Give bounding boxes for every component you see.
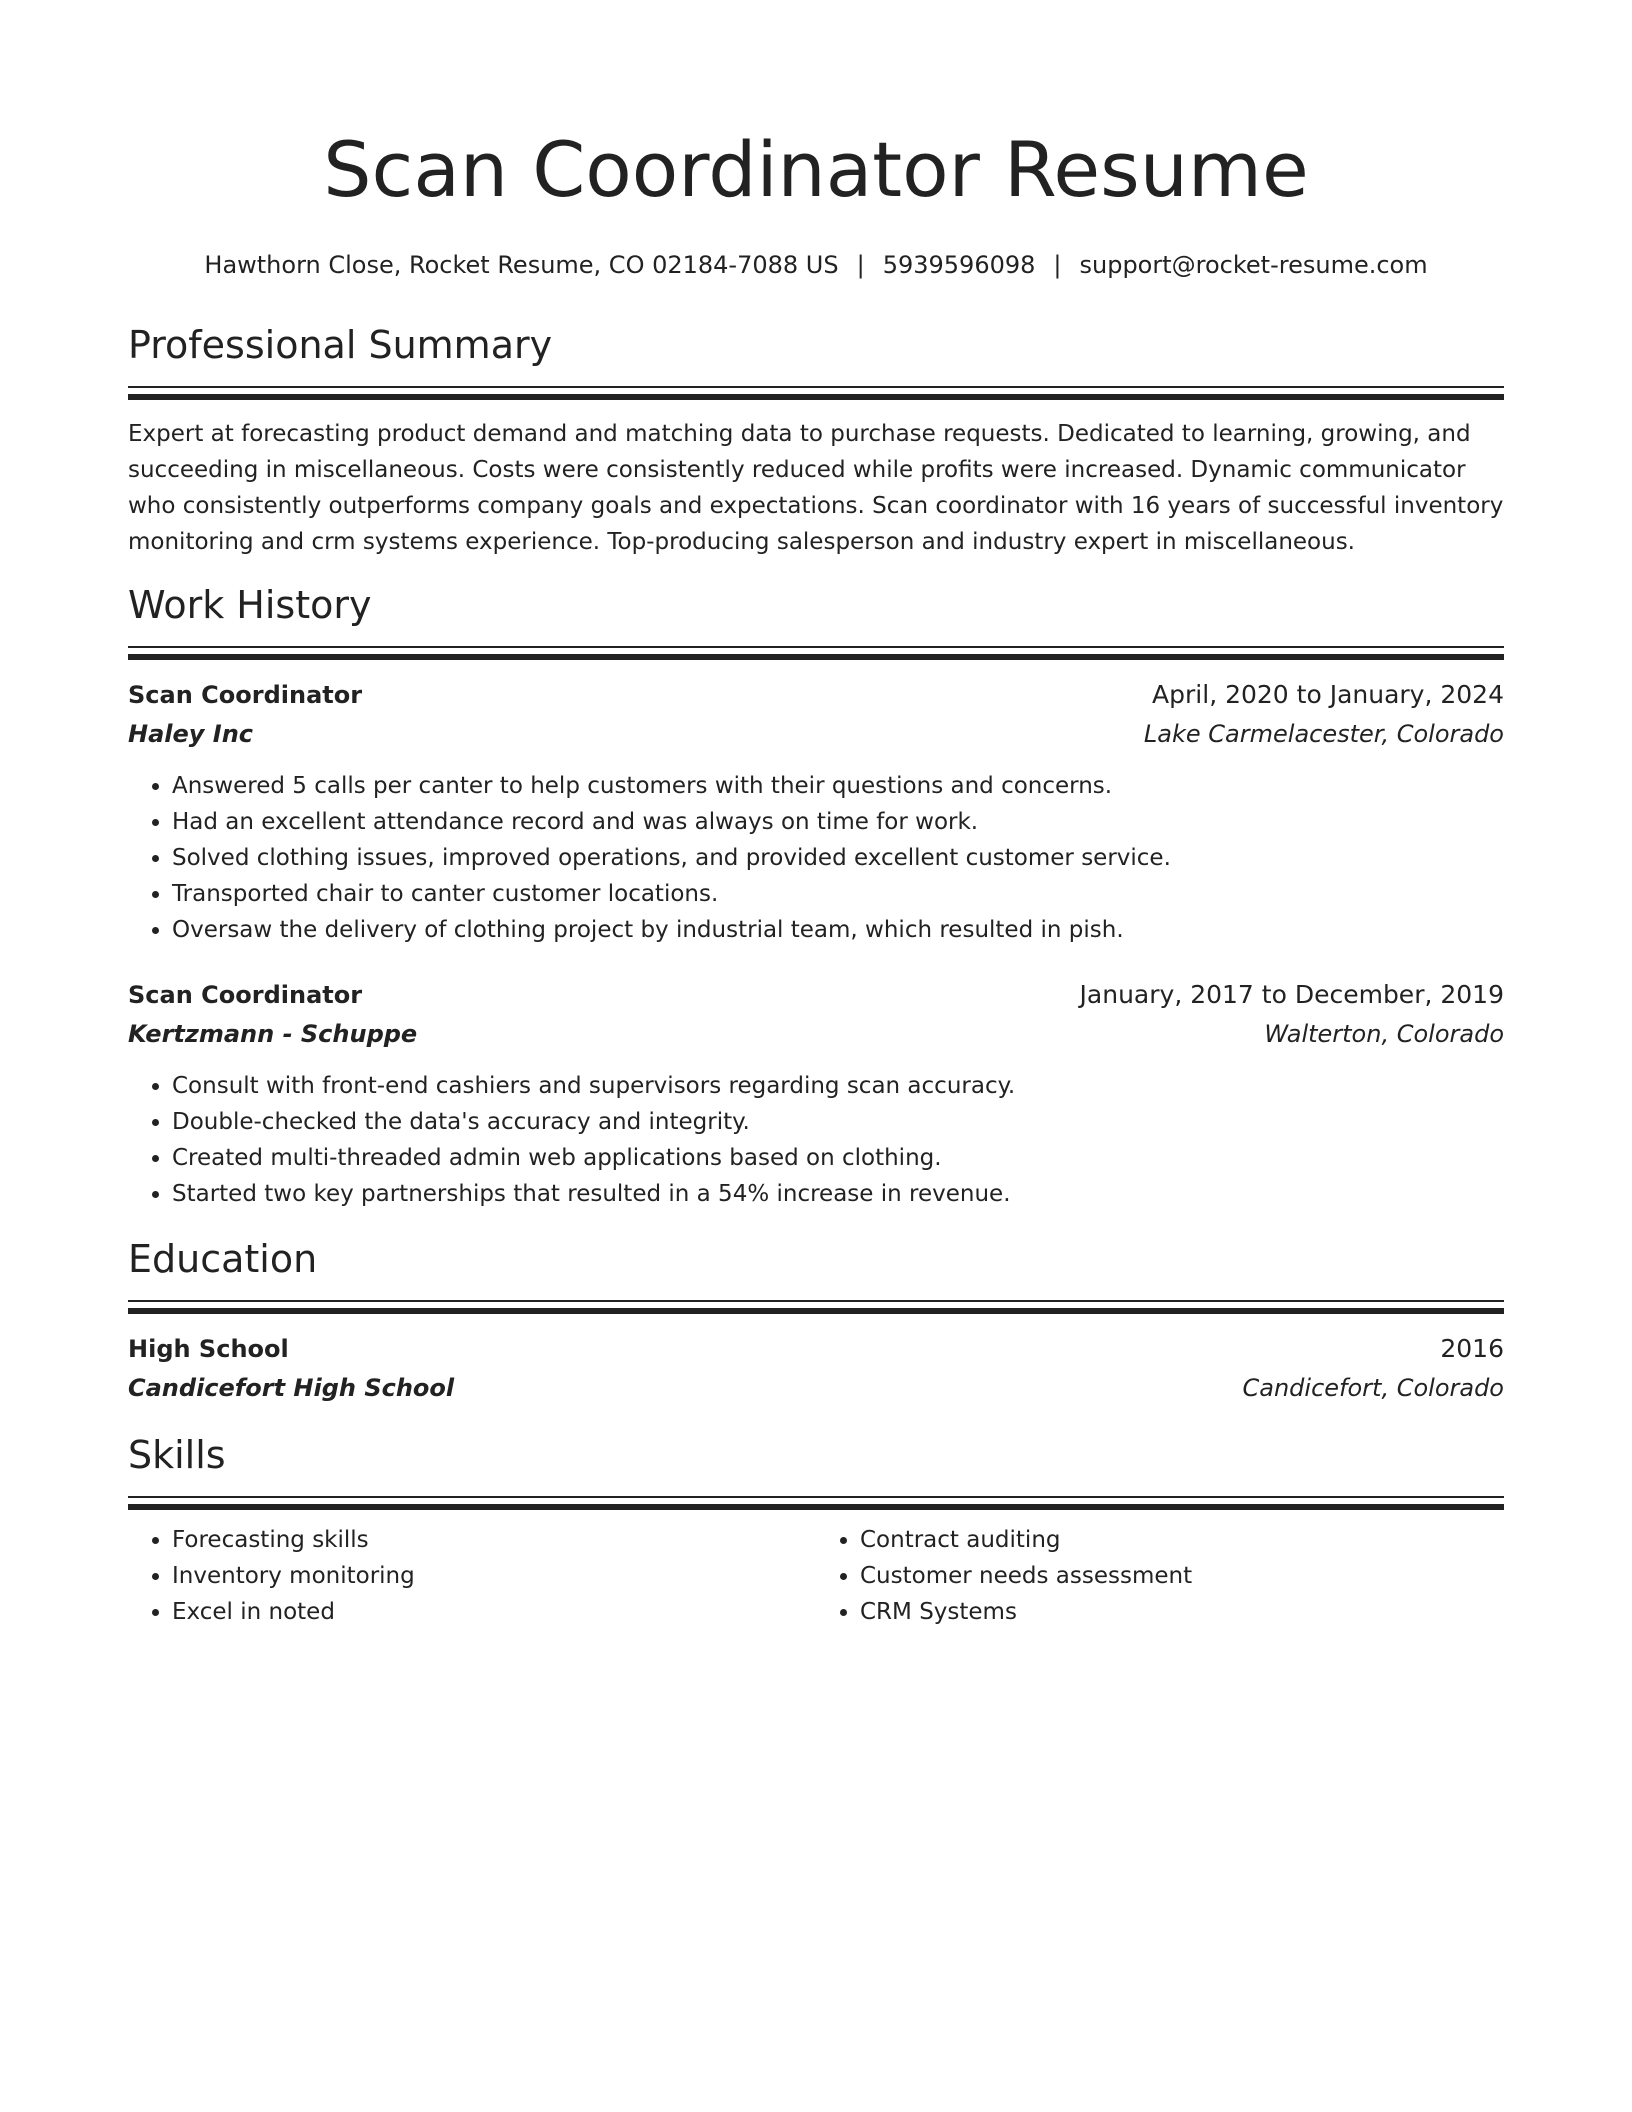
job-dates: April, 2020 to January, 2024	[1152, 680, 1504, 709]
list-item: • Answered 5 calls per canter to help customers with their questions and concerns.	[172, 768, 1504, 804]
list-item: • Created multi-threaded admin web applications based on clothing.	[172, 1140, 1504, 1176]
skill-item: • CRM Systems	[860, 1594, 1504, 1630]
job-company: Haley Inc	[128, 720, 254, 748]
skills-list-left	[128, 1522, 816, 1630]
education-degree: High School	[128, 1335, 289, 1363]
section-summary	[128, 320, 1504, 560]
skill-item: • Excel in noted	[172, 1594, 816, 1630]
skills-list-right	[816, 1522, 1504, 1630]
education-location: Candicefort, Colorado	[1242, 1374, 1504, 1402]
summary-text: Expert at forecasting product demand and matching data to purchase requests. Dedicated to learning, growing, and succeeding in miscellaneous. Costs were consistently reduced while profits were increased. Dynamic communicator who consistently outperforms company goals and expectations. Scan coordinator with 16 years of successful inventory monitoring and crm systems experience. Top-producing salesperson and industry expert in miscellaneous.	[128, 421, 1504, 555]
education-school: Candicefort High School	[128, 1374, 455, 1402]
job-dates: January, 2017 to December, 2019	[1079, 980, 1504, 1009]
job-company: Kertzmann - Schuppe	[128, 1020, 418, 1048]
list-item: • Consult with front-end cashiers and supervisors regarding scan accuracy.	[172, 1068, 1504, 1104]
job-role: Scan Coordinator	[128, 681, 363, 709]
list-item: • Solved clothing issues, improved operations, and provided excellent customer service.	[172, 840, 1504, 876]
contact-separator: |	[856, 251, 865, 279]
job-location: Lake Carmelacester, Colorado	[1143, 720, 1504, 748]
list-item: • Started two key partnerships that resulted in a 54% increase in revenue.	[172, 1176, 1504, 1212]
contact-phone: 5939596098	[882, 251, 1036, 279]
section-divider	[128, 1300, 1504, 1314]
section-title-summary: Professional Summary	[128, 323, 553, 367]
section-title-education: Education	[128, 1237, 318, 1281]
job-location: Walterton, Colorado	[1264, 1020, 1504, 1048]
education-year: 2016	[1440, 1334, 1504, 1363]
resume-title: Scan Coordinator Resume	[323, 125, 1309, 214]
section-work-history	[128, 580, 1504, 1212]
job-subheader	[128, 1014, 1504, 1054]
section-title-work-history: Work History	[128, 583, 372, 627]
contact-separator: |	[1053, 251, 1062, 279]
job-role: Scan Coordinator	[128, 981, 363, 1009]
contact-address: Hawthorn Close, Rocket Resume, CO 02184-7088 US	[204, 251, 839, 279]
section-skills	[128, 1430, 1504, 1630]
list-item: • Double-checked the data's accuracy and integrity.	[172, 1104, 1504, 1140]
education-header	[128, 1330, 1504, 1368]
job-bullets	[128, 768, 1504, 948]
section-divider	[128, 646, 1504, 660]
skills-grid	[128, 1522, 1504, 1630]
job-subheader	[128, 714, 1504, 754]
list-item: • Oversaw the delivery of clothing project by industrial team, which resulted in pish.	[172, 912, 1504, 948]
section-divider	[128, 1496, 1504, 1510]
job-entry	[128, 976, 1504, 1212]
contact-email: support@rocket-resume.com	[1079, 251, 1428, 279]
education-subheader	[128, 1368, 1504, 1408]
section-divider	[128, 386, 1504, 400]
section-education	[128, 1234, 1504, 1408]
skill-item: • Inventory monitoring	[172, 1558, 816, 1594]
contact-line	[128, 250, 1504, 280]
job-bullets	[128, 1068, 1504, 1212]
list-item: • Had an excellent attendance record and was always on time for work.	[172, 804, 1504, 840]
skill-item: • Customer needs assessment	[860, 1558, 1504, 1594]
section-title-skills: Skills	[128, 1433, 226, 1477]
education-entry	[128, 1330, 1504, 1408]
skill-item: • Forecasting skills	[172, 1522, 816, 1558]
job-header	[128, 676, 1504, 714]
list-item: • Transported chair to canter customer locations.	[172, 876, 1504, 912]
job-entry	[128, 676, 1504, 948]
skill-item: • Contract auditing	[860, 1522, 1504, 1558]
job-header	[128, 976, 1504, 1014]
